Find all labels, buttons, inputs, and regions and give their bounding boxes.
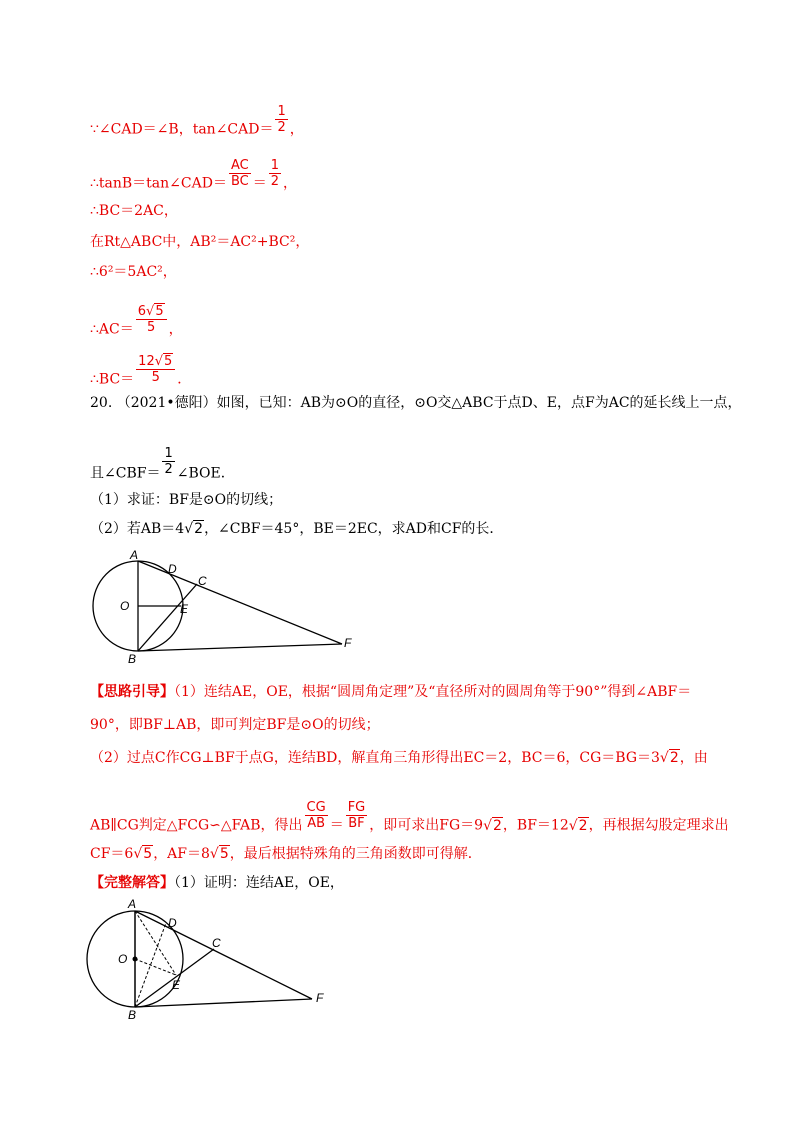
- label-b: B: [128, 1008, 137, 1020]
- solution-line-3: ∴BC＝2AC，: [90, 203, 178, 219]
- label-d: D: [168, 562, 177, 576]
- text: ∵∠CAD＝∠B，tan∠CAD＝: [90, 121, 274, 138]
- question-1: （1）求证：BF是⊙O的切线；: [90, 492, 283, 508]
- label-a: A: [128, 897, 137, 911]
- problem-number: 20.: [90, 395, 113, 411]
- fraction: $\frac{1}{2}$: [164, 446, 173, 477]
- label-c: C: [212, 936, 221, 950]
- hint-line-3: （2）过点C作CG⊥BF于点G，连结BD，解直角三角形得出EC＝2，BC＝6，CG＝BG＝3√2，由: [90, 750, 708, 766]
- answer-line-1: 【完整解答】（1）证明：连结AE，OE，: [90, 875, 344, 891]
- fraction: $\frac{CG}{AB}$: [306, 800, 326, 831]
- hint-line-1: 【思路引导】（1）连结AE，OE，根据“圆周角定理”及“直径所对的圆周角等于90°”得到∠ABF＝: [90, 684, 692, 700]
- label-c: C: [198, 574, 207, 588]
- label-d: D: [168, 916, 177, 930]
- label-e: E: [172, 978, 181, 992]
- label-o: O: [118, 952, 128, 966]
- solution-line-6: ∴AC＝ $\frac{6√5}{5}$ ，: [90, 304, 183, 338]
- hint-tag: 【思路引导】: [90, 684, 174, 700]
- label-e: E: [180, 602, 189, 616]
- hint-line-4: AB∥CG判定△FCG∽△FAB，得出 $\frac{CG}{AB}$ ＝ $\frac{FG}{BF}$ ，即可求出FG＝9√2，BF＝12√2，再根据勾股定理求出: [90, 800, 729, 834]
- label-o: O: [120, 599, 130, 613]
- hint-line-2: 90°，即BF⊥AB，即可判定BF是⊙O的切线；: [90, 717, 380, 733]
- fraction: $\frac{6√5}{5}$: [136, 304, 167, 335]
- question-2: （2）若AB＝4√2，∠CBF＝45°，BE＝2EC，求AD和CF的长．: [90, 521, 504, 537]
- solution-line-2: ∴tanB＝tan∠CAD＝ $\frac{AC}{BC}$ ＝ $\frac{1}{2}$ ，: [90, 158, 298, 192]
- fraction: $\frac{1}{2}$: [277, 104, 286, 135]
- label-b: B: [128, 652, 137, 665]
- fraction: $\frac{AC}{BC}$: [230, 158, 249, 189]
- answer-tag: 【完整解答】: [90, 875, 174, 891]
- fraction: $\frac{1}{2}$: [270, 158, 280, 189]
- problem-line-1: 20. （2021•德阳）如图，已知：AB为⊙O的直径，⊙O交△ABC于点D、E，点F为AC的延长线上一点，: [90, 395, 742, 411]
- problem-line-2: 且∠CBF＝ $\frac{1}{2}$ ∠BOE．: [90, 446, 235, 482]
- solution-line-4: 在Rt△ABC中，AB²＝AC²+BC²，: [90, 234, 310, 250]
- fraction: $\frac{12√5}{5}$: [136, 354, 175, 385]
- label-f: F: [316, 991, 324, 1005]
- label-f: F: [344, 636, 352, 650]
- solution-line-1: ∵∠CAD＝∠B，tan∠CAD＝ $\frac{1}{2}$ ，: [90, 104, 304, 138]
- fraction: $\frac{FG}{BF}$: [347, 800, 366, 831]
- geometry-figure-1: [80, 545, 370, 665]
- hint-line-5: CF＝6√5，AF＝8√5，最后根据特殊角的三角函数即可得解．: [90, 846, 482, 862]
- geometry-figure-2: [80, 895, 350, 1020]
- label-a: A: [130, 548, 139, 562]
- solution-line-5: ∴6²＝5AC²，: [90, 264, 177, 280]
- solution-line-7: ∴BC＝ $\frac{12√5}{5}$ ．: [90, 354, 192, 388]
